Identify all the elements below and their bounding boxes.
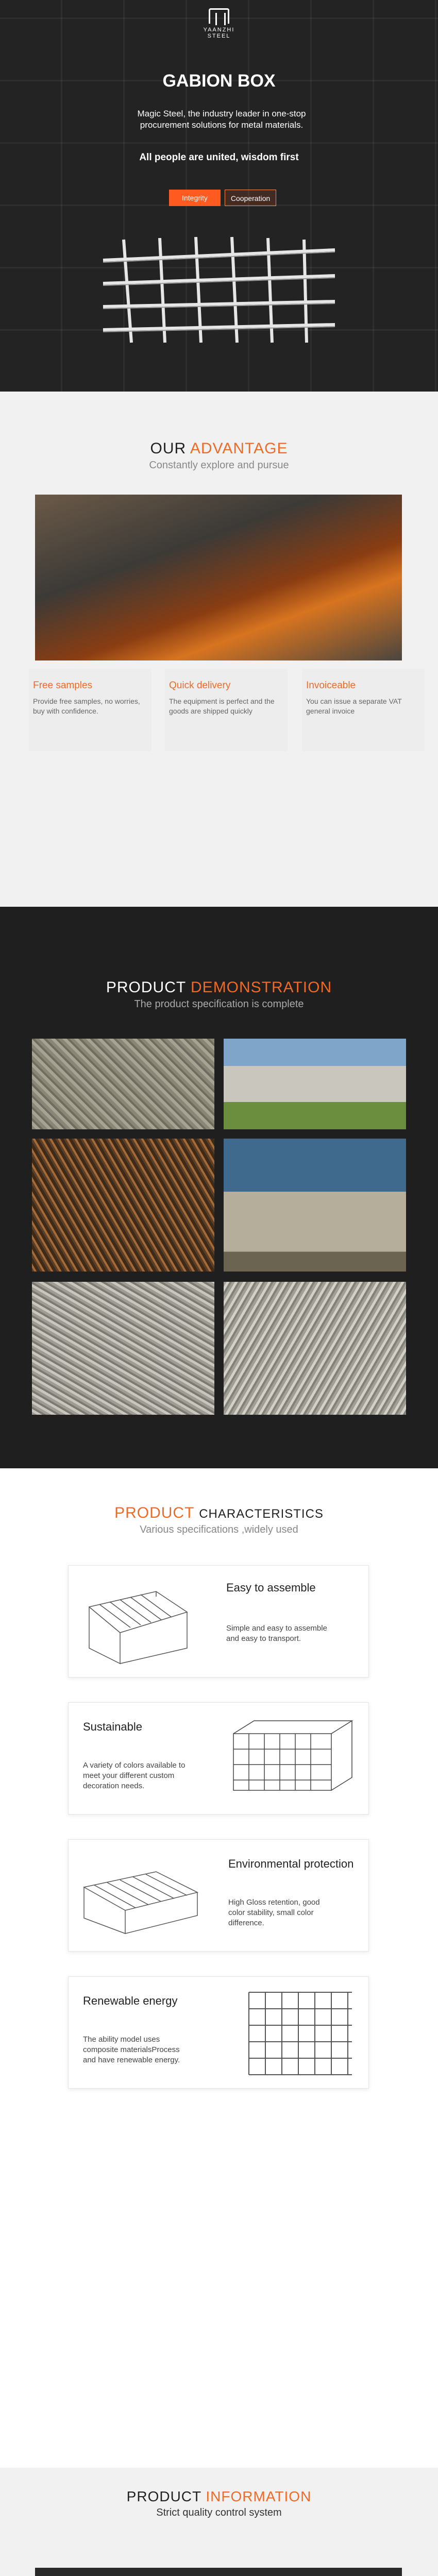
product-photo [224,1282,406,1415]
feature-title: Quick delivery [169,680,231,691]
information-section [0,2468,438,2576]
feature-text: Provide free samples, no worries, buy with confidence. [33,697,140,715]
information-subtitle: Strict quality control system [156,2507,282,2518]
feature-title: Invoiceable [306,680,356,691]
mesh-panel-image [244,1987,357,2080]
product-photo [32,1139,214,1272]
title-plain: PRODUCT [106,979,186,996]
gabion-mesh-image [93,232,345,350]
title-accent: INFORMATION [206,2488,312,2504]
info-panel [35,2568,402,2576]
feature-text: You can issue a separate VAT general invoice [306,697,402,715]
feature-card-sustainable [68,1702,369,1815]
gabion-box-image [79,1851,203,1939]
steel-mill-photo [35,495,402,660]
feature-quick-delivery [165,669,288,751]
title-plain: CHARACTERISTICS [199,1507,324,1521]
demonstration-title [0,979,438,996]
logo-mark-icon [209,8,229,24]
characteristics-subtitle: Various specifications ,widely used [140,1524,298,1535]
hero-intro: Magic Steel, the industry leader in one-stop procurement solutions for metal materials. [137,109,306,130]
gabion-basket-image [228,1718,357,1801]
advantage-subtitle: Constantly explore and pursue [149,460,289,471]
card-text: Simple and easy to assemble and easy to transport. [226,1624,327,1643]
product-photo [32,1039,214,1129]
advantage-section [0,392,438,907]
title-plain: OUR [150,440,187,457]
title-accent: ADVANTAGE [190,440,288,457]
feature-title: Free samples [33,680,93,691]
gabion-cage-image [79,1576,197,1669]
hero-title: GABION BOX [162,71,276,91]
title-accent: PRODUCT [114,1504,194,1521]
characteristics-section [0,1468,438,2468]
brand-logo[interactable] [195,8,243,39]
card-title: Sustainable [83,1720,142,1733]
information-title [0,2488,438,2505]
card-text: The ability model uses composite materialsProcess and have renewable energy. [83,2035,180,2064]
logo-text: YAANZHI STEEL [203,27,235,39]
card-text: A variety of colors available to meet your different custom decoration needs. [83,1761,186,1790]
cooperation-button[interactable]: Cooperation [225,190,276,206]
feature-text: The equipment is perfect and the goods are shipped quickly [169,697,275,715]
card-title: Environmental protection [228,1857,354,1870]
card-text: High Gloss retention, good color stability, small color difference. [228,1898,320,1927]
product-photo [32,1282,214,1415]
integrity-button[interactable]: Integrity [169,190,221,206]
feature-card-renewable [68,1976,369,2089]
card-title: Renewable energy [83,1994,178,2007]
feature-card-easy-assemble [68,1565,369,1677]
hero-section [0,0,438,392]
product-photo [224,1139,406,1272]
demonstration-section [0,907,438,1468]
feature-card-environmental [68,1839,369,1952]
feature-invoiceable [302,669,425,751]
demonstration-subtitle: The product specification is complete [134,998,304,1010]
title-plain: PRODUCT [126,2488,201,2504]
characteristics-title [0,1504,438,1522]
hero-motto: All people are united, wisdom first [139,152,299,163]
feature-free-samples [29,669,151,751]
advantage-title [0,440,438,457]
title-accent: DEMONSTRATION [191,979,332,996]
card-title: Easy to assemble [226,1581,316,1594]
product-photo [224,1039,406,1129]
